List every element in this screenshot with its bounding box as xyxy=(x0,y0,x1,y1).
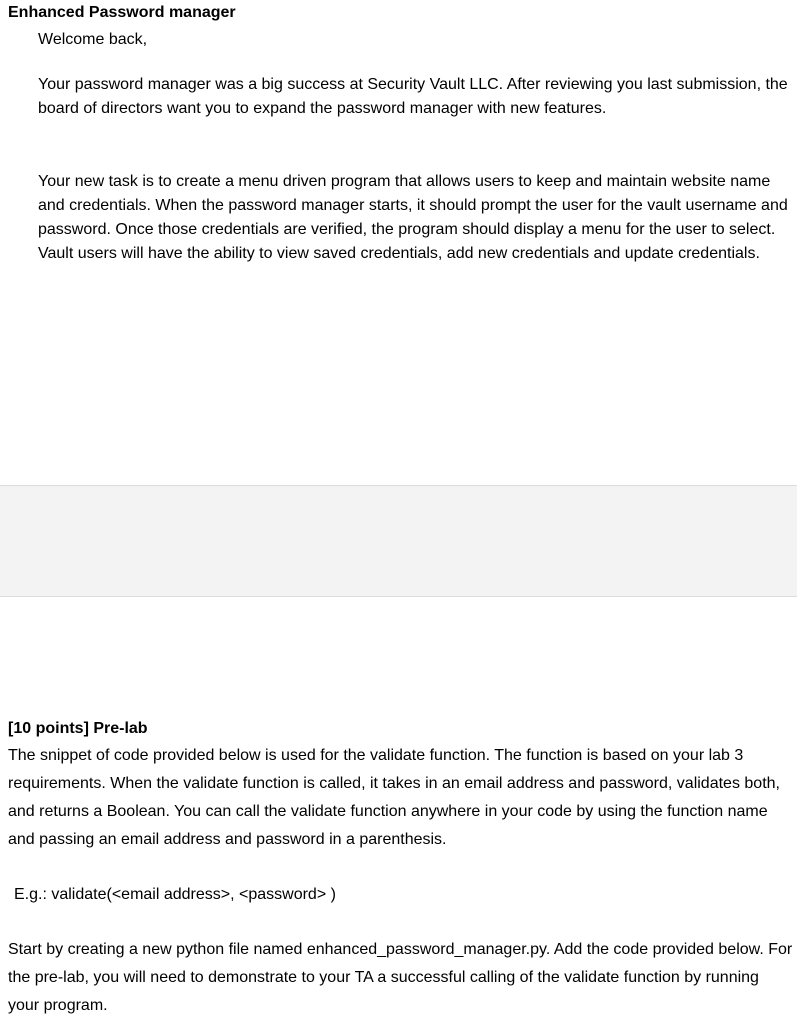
prelab-example: E.g.: validate(<email address>, <password> ) xyxy=(14,886,336,903)
page-separator-band-bottom xyxy=(0,542,797,597)
intro-paragraph: Your password manager was a big success at Security Vault LLC. After reviewing you last submission, the board of directors want you to expand the password manager with new features. xyxy=(38,76,788,117)
prelab-description: The snippet of code provided below is used for the validate function. The function is based on your lab 3 requirements. When the validate function is called, it takes in an email address and password, validates both, and returns a Boolean. You can call the validate function anywhere in your code by using the function name and passing an email address and password in a parenthesis. xyxy=(8,747,780,848)
task-paragraph: Your new task is to create a menu driven program that allows users to keep and maintain website name and credentials. When the password manager starts, it should prompt the user for the vault username and password. Once those credentials are verified, the program should display a menu for the user to select. Vault users will have the ability to view saved credentials, add new credentials and update credentials. xyxy=(38,173,788,262)
prelab-heading: [10 points] Pre-lab xyxy=(8,720,148,737)
prelab-instructions: Start by creating a new python file named enhanced_password_manager.py. Add the code provided below. For the pre-lab, you will need to demonstrate to your TA a successful calling of the validate function by running your program. xyxy=(8,941,793,1014)
document-title: Enhanced Password manager xyxy=(8,4,236,21)
page-separator-band-top xyxy=(0,485,797,543)
greeting-text: Welcome back, xyxy=(38,31,148,48)
